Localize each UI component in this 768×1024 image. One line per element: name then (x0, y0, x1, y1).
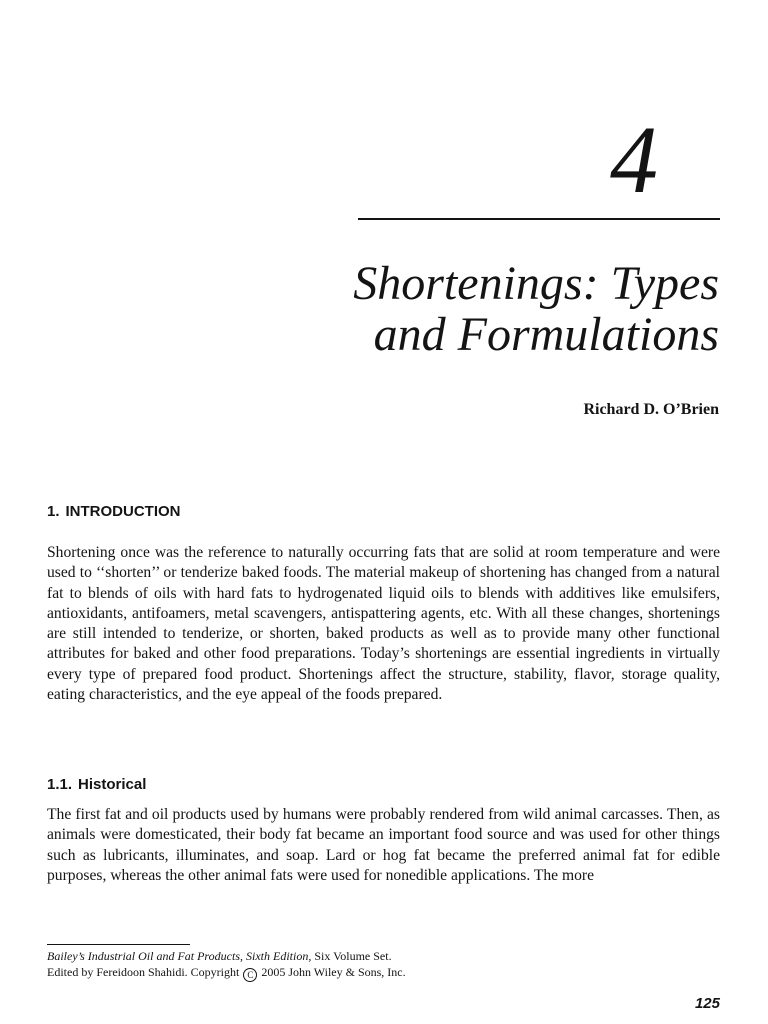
footnote-rule (47, 944, 190, 945)
copyright-text-after: 2005 John Wiley & Sons, Inc. (258, 965, 406, 979)
copyright-icon: C (243, 968, 257, 982)
chapter-title (119, 258, 719, 360)
footnote-line-1 (47, 948, 720, 964)
book-title: Bailey’s Industrial Oil and Fat Products, Sixth Edition, (47, 949, 312, 963)
section-title: INTRODUCTION (65, 503, 181, 520)
footnote-line-2 (47, 964, 720, 982)
historical-paragraph: The first fat and oil products used by humans were probably rendered from wild animal carcasses. Then, as animals were domesticated, their body fat became an important food source and was used for other things such as lubricants, illuminates, and soap. Lard or hog fat became the preferred animal fat for edible purposes, whereas the other animal fats were used for nonedible applications. The more (47, 806, 720, 884)
chapter-title-line-1: Shortenings: Types (353, 257, 719, 310)
chapter-number: 4 (610, 106, 658, 213)
section-number: 1. (47, 503, 60, 520)
author-name: Richard D. O’Brien (583, 401, 719, 418)
book-title-rest: Six Volume Set. (311, 949, 392, 963)
section-heading-introduction (47, 503, 181, 520)
page-number: 125 (694, 995, 720, 1012)
chapter-rule (358, 218, 720, 220)
section-number: 1.1. (47, 776, 73, 793)
introduction-paragraph: Shortening once was the reference to naturally occurring fats that are solid at room temperature and were used to ‘‘shorten’’ or tenderize baked foods. The material makeup of shortening has changed from a natural fat to blends of oils with hard fats to hydrogenated liquid oils to blends with additives like emulsifers, antioxidants, antifoamers, metal scavengers, antispattering agents, etc. With all these changes, shortenings are still intended to tenderize, or shorten, baked products as well as to provide many other functional attributes for baked and other food preparations. Today’s shortenings are essential ingredients in virtually every type of prepared food product. Shortenings affect the structure, stability, flavor, storage quality, eating characteristics, and the eye appeal of the foods prepared. (47, 544, 720, 704)
chapter-title-line-2: and Formulations (373, 308, 719, 361)
copyright-text-before: Edited by Fereidoon Shahidi. Copyright (47, 965, 243, 979)
section-title: Historical (78, 776, 147, 793)
footnote (47, 948, 720, 982)
section-heading-historical (47, 776, 146, 793)
